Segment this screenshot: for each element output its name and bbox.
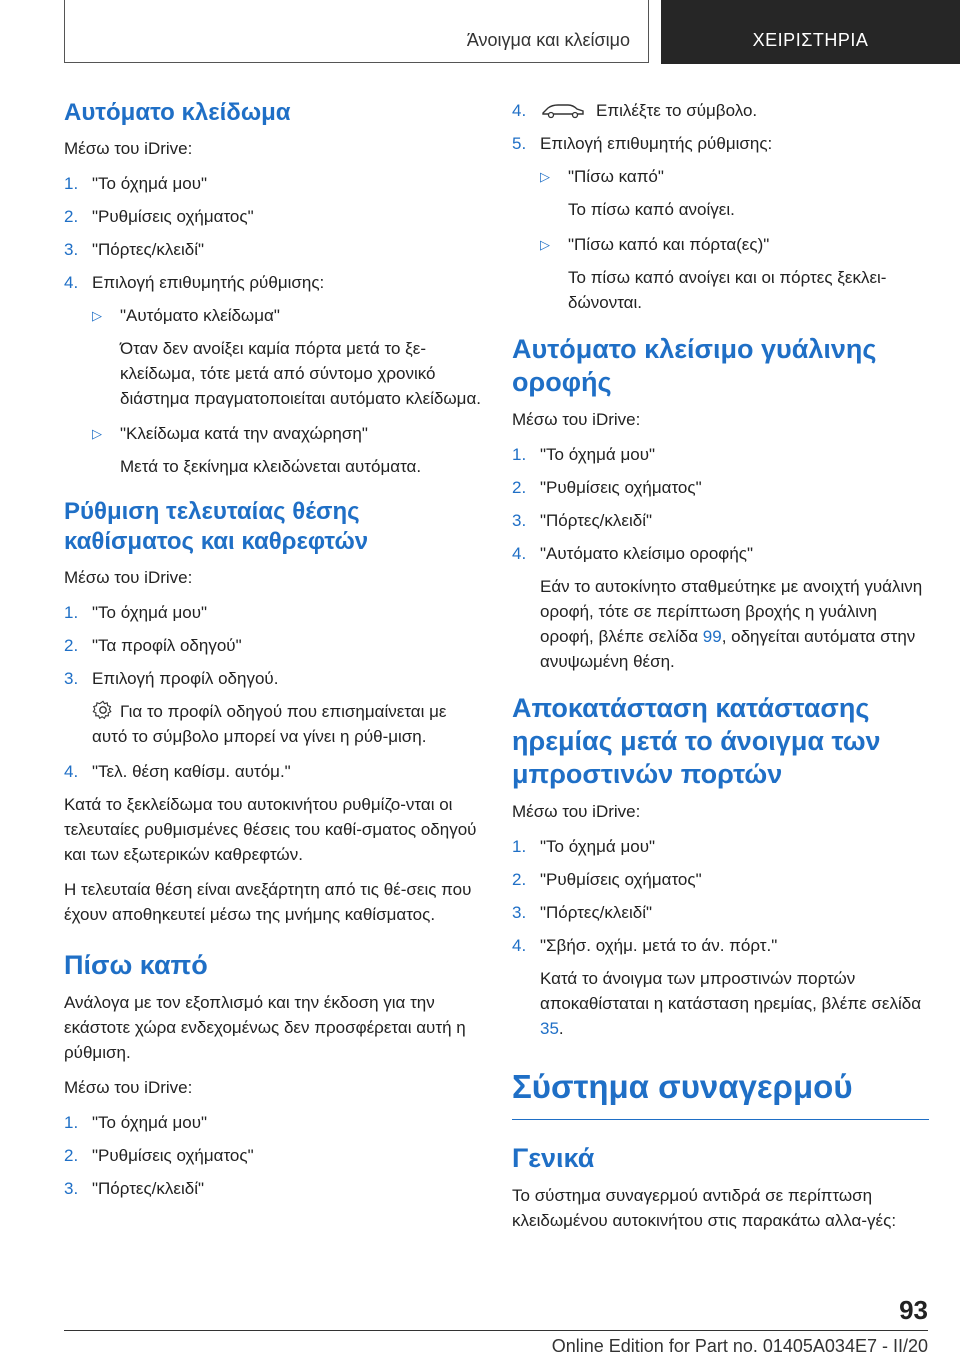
list-item: 1. "Το όχημά μου": [512, 837, 656, 856]
list-item: 1. "Το όχημά μου": [64, 174, 208, 193]
triangle-bullet-icon: ▷: [540, 169, 550, 184]
list-item: 3. Επιλογή προφίλ οδηγού.: [64, 669, 279, 688]
sub-option-description: Το πίσω καπό ανοίγει και οι πόρτες ξεκλει-δώνονται.: [568, 268, 887, 312]
list-item: 3. "Πόρτες/κλειδί": [64, 240, 205, 259]
item-description: Εάν το αυτοκίνητο σταθμεύτηκε με ανοιχτή γυάλινη οροφή, τότε σε περίπτωση βροχής η γυάλινη οροφή, βλέπε σελίδα 99, οδηγείται αυτόματα στην ανυψωμένη θέση.: [540, 577, 923, 671]
list-item: 2. "Τα προφίλ οδηγού": [64, 636, 242, 655]
section-intro: Μέσω του iDrive:: [64, 139, 193, 158]
chapter-title-alarm: Σύστημα συναγερμού: [512, 1067, 929, 1120]
sub-option-description: Μετά το ξεκίνημα κλειδώνεται αυτόματα.: [120, 457, 422, 476]
list-item: 4. "Τελ. θέση καθίσμ. αυτόμ.": [64, 762, 291, 781]
list-item: 1. "Το όχημά μου": [64, 603, 208, 622]
section-intro: Μέσω του iDrive:: [512, 410, 641, 429]
section-title-idle-state: Αποκατάσταση κατάστασης ηρεμίας μετά το άνοιγμα των μπροστινών πορτών: [512, 693, 881, 789]
sub-option: ▷ "Πίσω καπό και πόρτα(ες)": [512, 232, 929, 257]
right-column: [512, 98, 929, 1243]
header-manual-box: [661, 0, 960, 64]
section-intro: Μέσω του iDrive:: [64, 568, 193, 587]
left-column: [64, 98, 481, 1209]
sub-option-description: Όταν δεν ανοίξει καμία πόρτα μετά το ξε-κλείδωμα, τότε μετά από σύντομο χρονικό διάστημα πραγματοποιείται αυτόματο κλείδωμα.: [120, 339, 482, 408]
section-title-glass-roof: Αυτόματο κλείσιμο γυάλινης οροφής: [512, 334, 877, 397]
paragraph: Η τελευταία θέση είναι ανεξάρτητη από τις θέ-σεις που έχουν αποθηκευτεί μέσω της μνήμης καθίσματος.: [64, 880, 472, 924]
page-header: [0, 0, 960, 64]
list-item: 5. Επιλογή επιθυμητής ρύθμισης:: [512, 134, 773, 153]
sub-option-description: Το πίσω καπό ανοίγει.: [568, 200, 735, 219]
sub-option: ▷ "Αυτόματο κλείδωμα": [64, 303, 481, 328]
paragraph: Το σύστημα συναγερμού αντιδρά σε περίπτωση κλειδωμένου αυτοκινήτου στις παρακάτω αλλα-γές:: [512, 1186, 897, 1230]
gear-icon: [92, 699, 114, 721]
list-item: 3. "Πόρτες/κλειδί": [512, 903, 653, 922]
section-title-seat-position: Ρύθμιση τελευταίας θέσης καθίσματος και καθρεφτών: [64, 498, 369, 555]
list-item: 2. "Ρυθμίσεις οχήματος": [64, 1146, 254, 1165]
list-item: 2. "Ρυθμίσεις οχήματος": [512, 870, 702, 889]
sub-option: ▷ "Πίσω καπό": [512, 164, 929, 189]
paragraph: Ανάλογα με τον εξοπλισμό και την έκδοση για την εκάστοτε χώρα ενδεχομένως δεν προσφέρεται αυτή η ρύθμιση.: [64, 993, 466, 1062]
list-item: 4. Επιλέξτε το σύμβολο.: [512, 101, 758, 120]
header-chapter-title: Άνοιγμα και κλείσιμο: [466, 30, 630, 50]
list-item: 4. "Σβήσ. οχήμ. μετά το άν. πόρτ.": [512, 936, 778, 955]
triangle-bullet-icon: ▷: [540, 237, 550, 252]
car-tailgate-icon: [540, 100, 586, 120]
page-link[interactable]: 99: [702, 627, 722, 646]
section-title-general: Γενικά: [512, 1143, 595, 1173]
section-title-tailgate: Πίσω καπό: [64, 950, 208, 980]
list-item: 3. "Πόρτες/κλειδί": [512, 511, 653, 530]
page-link[interactable]: 35: [540, 1019, 559, 1038]
section-intro: Μέσω του iDrive:: [64, 1078, 193, 1097]
triangle-bullet-icon: ▷: [92, 308, 102, 323]
paragraph: Κατά το ξεκλείδωμα του αυτοκινήτου ρυθμίζο-νται οι τελευταίες ρυθμισμένες θέσεις του καθί-σματος οδηγού και των εξωτερικών καθρεφτών.: [64, 795, 477, 864]
page-number: 93: [899, 1295, 928, 1325]
list-item: 2. "Ρυθμίσεις οχήματος": [512, 478, 702, 497]
list-item: 3. "Πόρτες/κλειδί": [64, 1179, 205, 1198]
list-item: 4. "Αυτόματο κλείσιμο οροφής": [512, 544, 753, 563]
header-chapter-box: [64, 0, 649, 63]
list-item: 2. "Ρυθμίσεις οχήματος": [64, 207, 254, 226]
list-item: 1. "Το όχημά μου": [64, 1113, 208, 1132]
header-manual-title: ΧΕΙΡΙΣΤΗΡΙΑ: [752, 30, 869, 50]
note: Για το προφίλ οδηγού που επισημαίνεται με αυτό το σύμβολο μπορεί να γίνει η ρύθ-μιση.: [64, 699, 481, 749]
triangle-bullet-icon: ▷: [92, 426, 102, 441]
section-title-auto-lock: Αυτόματο κλείδωμα: [64, 99, 291, 126]
item-description: Κατά το άνοιγμα των μπροστινών πορτών αποκαθίσταται η κατάσταση ηρεμίας, βλέπε σελίδα 35.: [540, 969, 922, 1038]
list-item: 1. "Το όχημά μου": [512, 445, 656, 464]
footer-divider: [64, 1330, 928, 1331]
footer-edition: Online Edition for Part no. 01405A034E7 - II/20: [551, 1336, 928, 1356]
list-item: 4. Επιλογή επιθυμητής ρύθμισης:: [64, 273, 325, 292]
section-intro: Μέσω του iDrive:: [512, 802, 641, 821]
sub-option: ▷ "Κλείδωμα κατά την αναχώρηση": [64, 421, 481, 446]
